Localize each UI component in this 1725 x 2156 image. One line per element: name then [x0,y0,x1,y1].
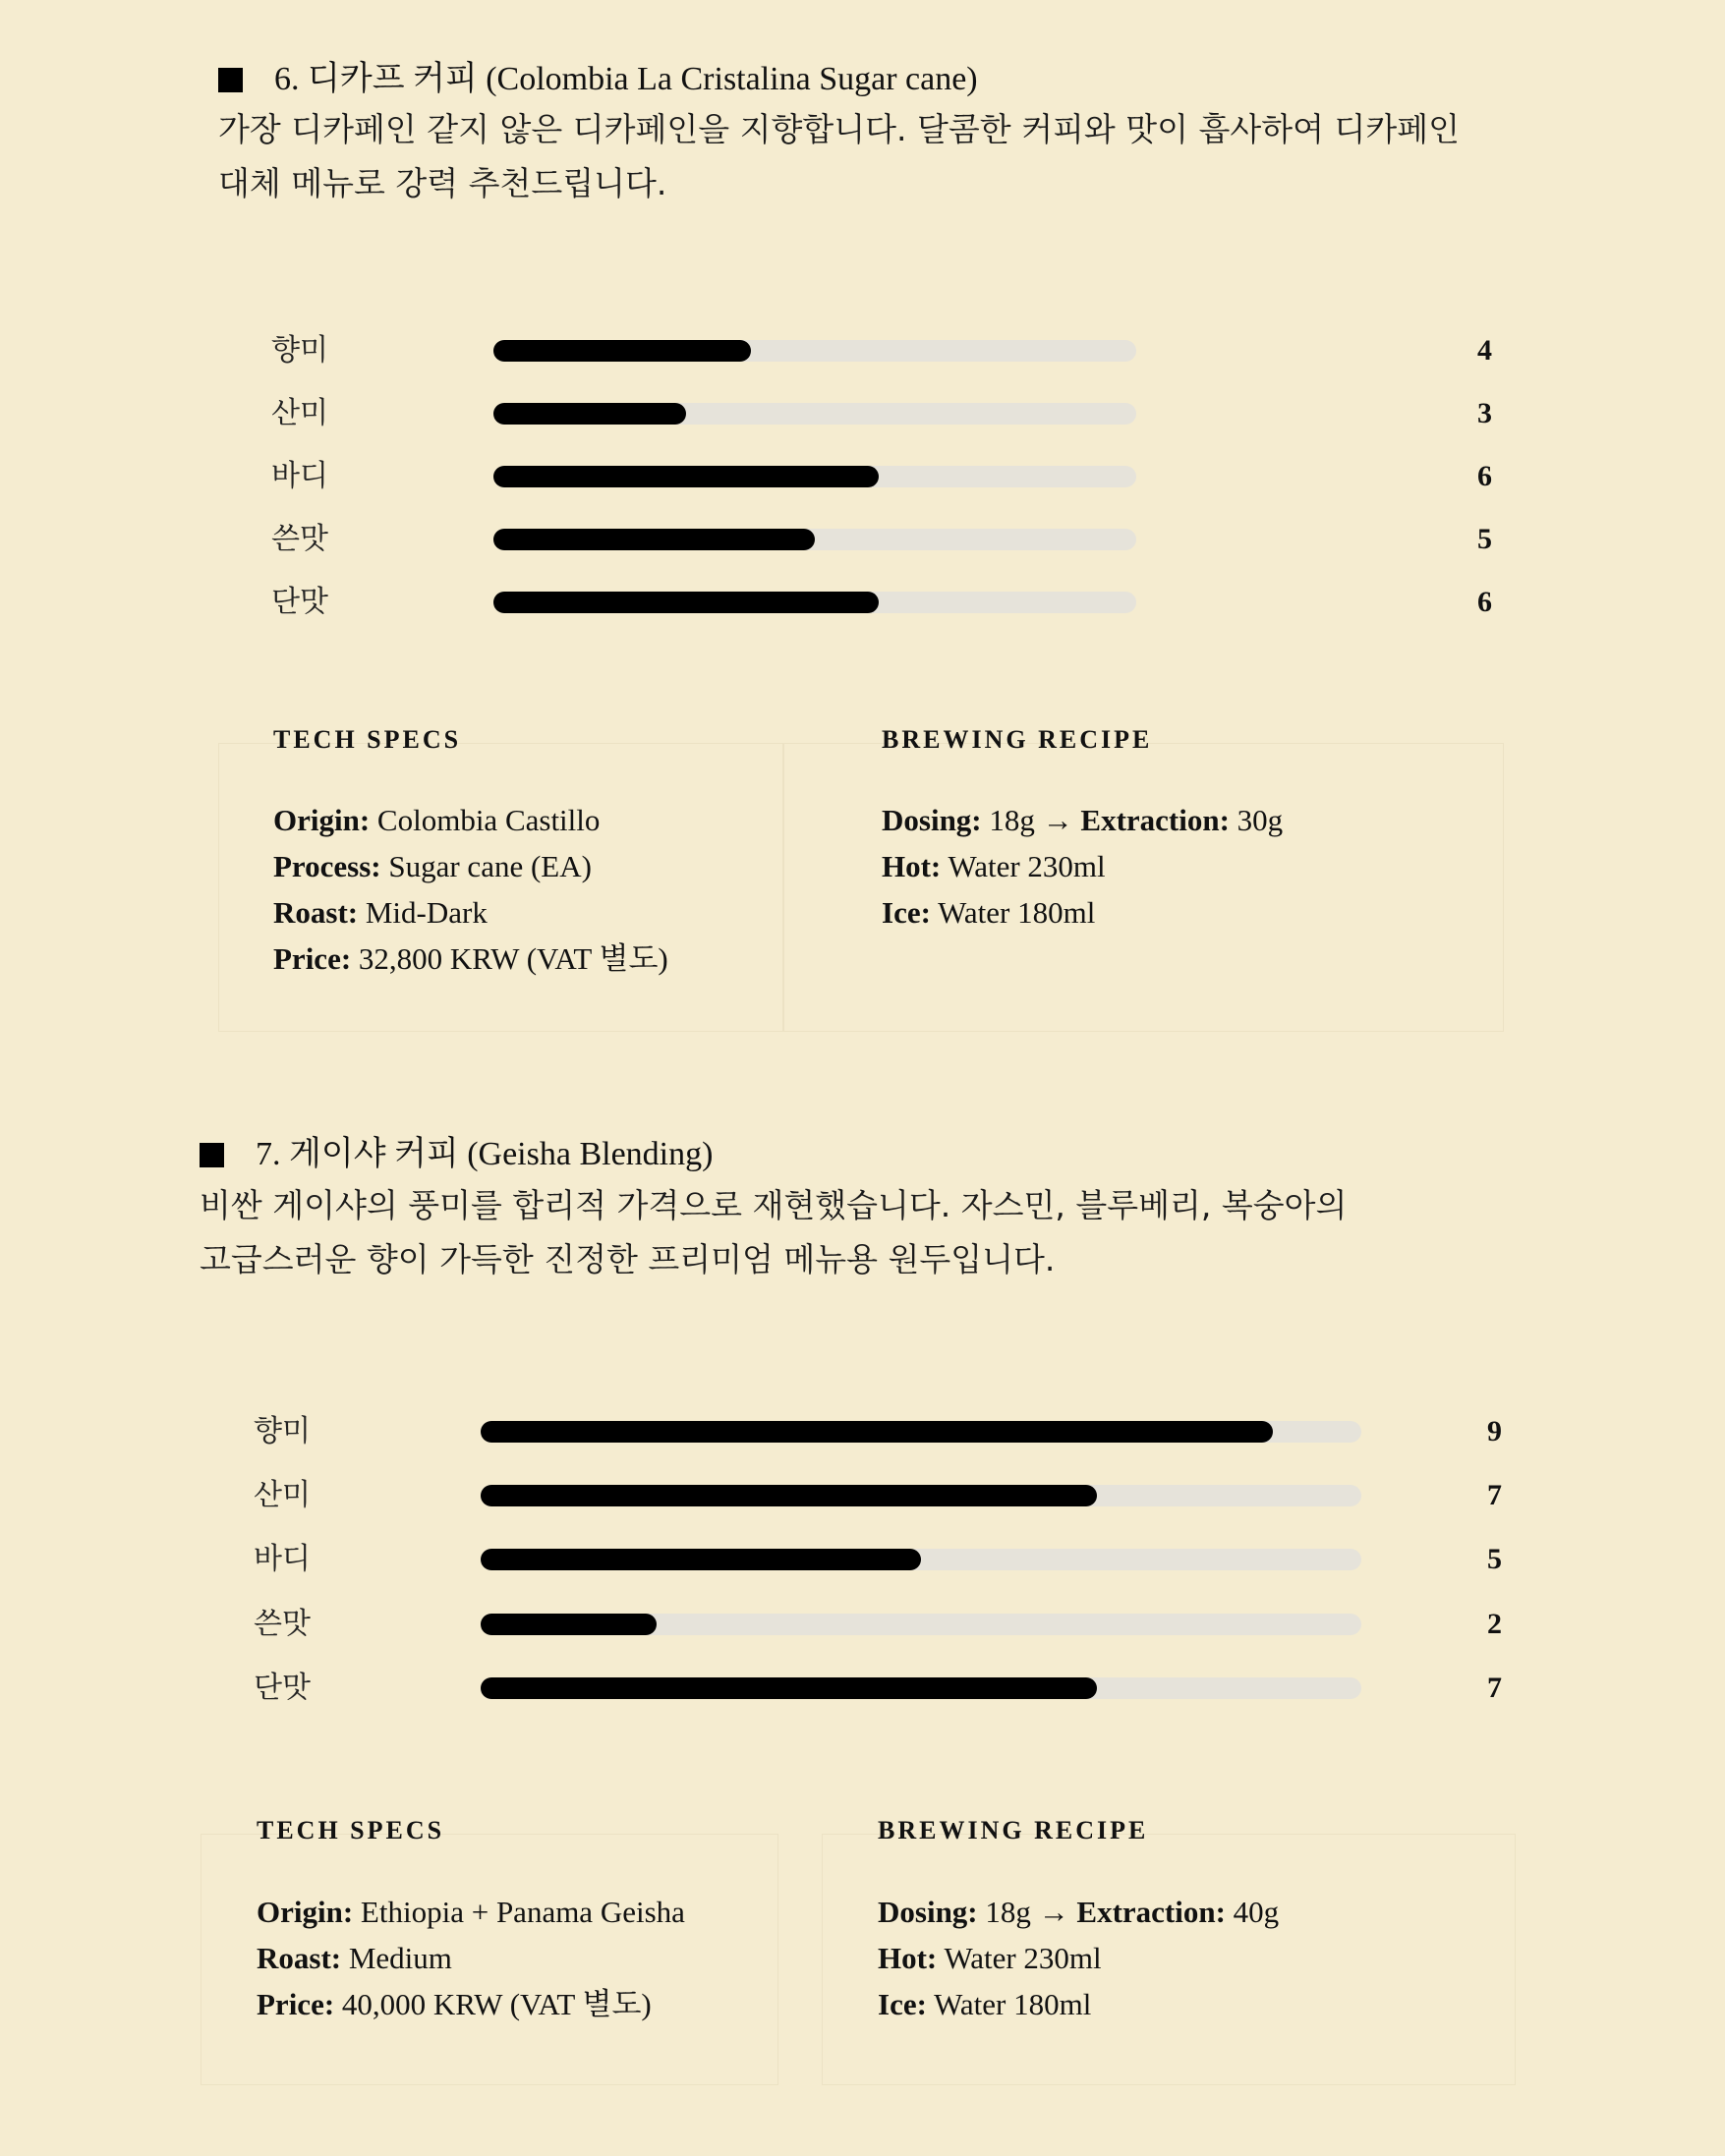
spec-value: Water 180ml [926,1987,1092,2021]
spec-key: Ice: [878,1987,927,2021]
flavor-score: 2 [1487,1608,1502,1640]
flavor-score: 3 [1477,397,1492,429]
spec-key: Hot: [878,1941,938,1975]
spec-line [273,936,668,982]
spec-key: Dosing: [878,1895,978,1929]
spec-key: Dosing: [882,803,982,837]
flavor-label: 바디 [271,459,328,493]
spec-key: Roast: [257,1941,342,1975]
spec-key: Origin: [257,1895,354,1929]
spec-line [878,1889,1279,1935]
spec-line [257,1935,685,1981]
flavor-bar-fill [481,1485,1097,1506]
spec-line [257,1889,685,1935]
section-description [200,1178,1347,1286]
flavor-row [271,522,1492,556]
flavor-bar-fill [493,340,751,362]
section-heading [218,58,978,101]
flavor-bar-fill [493,466,879,487]
flavor-score: 6 [1477,460,1492,492]
section-heading [200,1133,713,1176]
flavor-bar-track [481,1677,1361,1699]
spec-key: Process: [273,849,381,883]
spec-key: Price: [273,941,352,976]
tech-specs-title: TECH SPECS [257,1816,445,1844]
description-line: 대체 메뉴로 강력 추천드립니다. [218,164,667,202]
description-line: 가장 디카페인 같지 않은 디카페인을 지향합니다. 달콤한 커피와 맛이 흡사하여 디카페인 [218,110,1460,148]
flavor-row [254,1478,1502,1512]
spec-value: Sugar cane (EA) [380,849,592,883]
flavor-bar-fill [481,1549,921,1570]
spec-value: Medium [341,1941,452,1975]
flavor-bar-track [493,529,1136,550]
flavor-score: 5 [1487,1543,1502,1575]
spec-line [882,843,1283,889]
spec-value: 30g [1229,803,1284,837]
flavor-bar-track [493,592,1136,613]
spec-value: Mid-Dark [358,895,488,930]
tech-specs-list [273,797,668,982]
spec-value: Ethiopia + Panama Geisha [353,1895,685,1929]
square-bullet-icon [200,1143,224,1167]
flavor-bar-fill [493,403,686,425]
flavor-score: 7 [1487,1672,1502,1704]
flavor-bar-fill [481,1677,1097,1699]
flavor-score: 4 [1477,334,1492,367]
square-bullet-icon [218,68,243,92]
flavor-row [254,1671,1502,1705]
description-line: 고급스러운 향이 가득한 진정한 프리미엄 메뉴용 원두입니다. [200,1240,1056,1278]
flavor-score: 5 [1477,523,1492,555]
section-description [218,102,1460,210]
flavor-label: 향미 [271,333,328,368]
spec-key: Origin: [273,803,371,837]
flavor-bar-track [493,466,1136,487]
flavor-label: 쓴맛 [271,522,328,556]
section-title: 7. 게이샤 커피 (Geisha Blending) [256,1136,714,1172]
flavor-label: 바디 [254,1542,311,1576]
flavor-bar-track [481,1614,1361,1635]
flavor-score: 6 [1477,586,1492,618]
flavor-row [254,1414,1502,1448]
spec-value: Colombia Castillo [370,803,601,837]
flavor-row [271,333,1492,368]
spec-value: 40g [1225,1895,1280,1929]
flavor-label: 산미 [254,1478,311,1512]
spec-value: 32,800 KRW (VAT 별도) [351,941,668,976]
spec-value: Water 180ml [930,895,1096,930]
flavor-score: 9 [1487,1415,1502,1447]
flavor-bar-track [481,1549,1361,1570]
flavor-score: 7 [1487,1479,1502,1511]
spec-line [273,843,668,889]
spec-value: Water 230ml [941,849,1106,883]
spec-line [257,1981,685,2027]
spec-line [882,797,1283,843]
spec-value: 40,000 KRW (VAT 별도) [334,1987,652,2021]
brewing-recipe-list [878,1889,1279,2027]
flavor-bar-track [493,340,1136,362]
flavor-row [271,459,1492,493]
section-title: 6. 디카프 커피 (Colombia La Cristalina Sugar cane) [274,61,978,97]
tech-specs-list [257,1889,685,2027]
brewing-recipe-list [882,797,1283,936]
spec-key: Hot: [882,849,942,883]
spec-line [882,889,1283,936]
flavor-label: 향미 [254,1414,311,1448]
flavor-row [254,1607,1502,1641]
spec-key: Roast: [273,895,359,930]
flavor-bar-fill [481,1614,657,1635]
flavor-bar-fill [493,529,815,550]
tech-specs-title: TECH SPECS [273,725,462,754]
spec-key: Ice: [882,895,931,930]
spec-value: Water 230ml [937,1941,1102,1975]
spec-key: Price: [257,1987,335,2021]
spec-value: 18g → [977,1895,1077,1929]
flavor-row [271,396,1492,430]
description-line: 비싼 게이샤의 풍미를 합리적 가격으로 재현했습니다. 자스민, 블루베리, 복숭아의 [200,1186,1348,1224]
flavor-label: 쓴맛 [254,1607,311,1641]
spec-value: 18g → [981,803,1081,837]
flavor-bar-fill [481,1421,1273,1443]
flavor-label: 단맛 [271,585,328,619]
spec-line [273,889,668,936]
brewing-recipe-title: BREWING RECIPE [878,1816,1149,1844]
flavor-bar-track [481,1421,1361,1443]
spec-line [878,1981,1279,2027]
flavor-bar-fill [493,592,879,613]
flavor-row [254,1542,1502,1576]
spec-key: Extraction: [1080,803,1230,837]
flavor-label: 산미 [271,396,328,430]
flavor-bar-track [481,1485,1361,1506]
brewing-recipe-title: BREWING RECIPE [882,725,1153,754]
flavor-label: 단맛 [254,1671,311,1705]
flavor-bar-track [493,403,1136,425]
flavor-row [271,585,1492,619]
spec-line [878,1935,1279,1981]
spec-key: Extraction: [1076,1895,1226,1929]
spec-line [273,797,668,843]
